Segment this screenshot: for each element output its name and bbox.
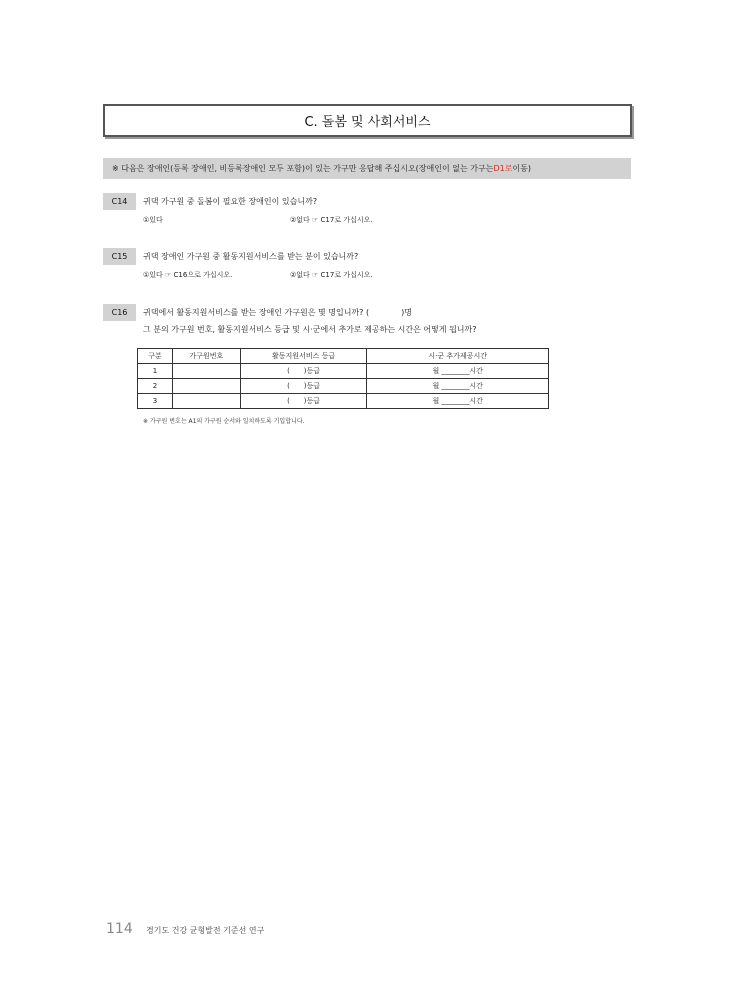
header-category: 구분 [138,349,173,364]
question-text-c14: 귀댁 가구원 중 돌봄이 필요한 장애인이 있습니까? [143,197,318,206]
question-text-c15: 귀댁 장애인 가구원 중 활동지원서비스를 받는 분이 있습니까? [143,252,359,261]
row-number: 2 [138,379,173,394]
row-number: 3 [138,394,173,409]
notice-suffix: 이동) [512,164,531,173]
row-number: 1 [138,364,173,379]
question-text-c16: 귀댁에서 활동지원서비스를 받는 장애인 가구원은 몇 명입니까? ( )명 [143,308,412,317]
page-number: 114 [106,921,133,937]
header-member-number: 가구원번호 [172,349,240,364]
service-table [137,348,549,409]
header-service-grade: 활동지원서비스 등급 [240,349,367,364]
hours-cell[interactable]: 월 ________시간 [367,364,549,379]
question-code-c16: C16 [103,304,136,321]
option-c14-no[interactable]: ②없다 ☞ C17로 가십시오. [290,216,373,224]
option-c15-no[interactable]: ②없다 ☞ C17로 가십시오. [290,271,373,279]
grade-cell[interactable]: ( )등급 [240,379,367,394]
notice-text: ※ 다음은 장애인(등록 장애인, 비등록장애인 모두 포함)이 있는 가구만 응답해 주십시오(장애인이 없는 가구는 [112,164,494,173]
table-header-row [138,349,549,364]
member-number-cell[interactable] [172,394,240,409]
hours-cell[interactable]: 월 ________시간 [367,394,549,409]
notice-highlight: D1로 [493,164,513,173]
table-row [138,379,549,394]
table-row [138,394,549,409]
member-number-cell[interactable] [172,379,240,394]
instruction-notice [103,158,631,179]
hours-cell[interactable]: 월 ________시간 [367,379,549,394]
table-row [138,364,549,379]
option-c15-yes[interactable]: ①있다 ☞ C16으로 가십시오. [143,271,233,279]
section-title: C. 돌봄 및 사회서비스 [103,104,632,137]
header-extra-hours: 시·군 추가제공시간 [367,349,549,364]
table-footnote: ※ 가구원 번호는 A1의 가구원 순서와 일치하도록 기입합니다. [143,418,305,425]
option-c14-yes[interactable]: ①있다 [143,216,163,224]
member-number-cell[interactable] [172,364,240,379]
question-subtext-c16: 그 분의 가구원 번호, 활동지원서비스 등급 및 시·군에서 추가로 제공하는 시간은 어떻게 됩니까? [143,325,477,334]
question-code-c14: C14 [103,193,136,210]
grade-cell[interactable]: ( )등급 [240,394,367,409]
running-title: 경기도 건강 균형발전 기준선 연구 [146,926,265,935]
question-code-c15: C15 [103,248,136,265]
grade-cell[interactable]: ( )등급 [240,364,367,379]
